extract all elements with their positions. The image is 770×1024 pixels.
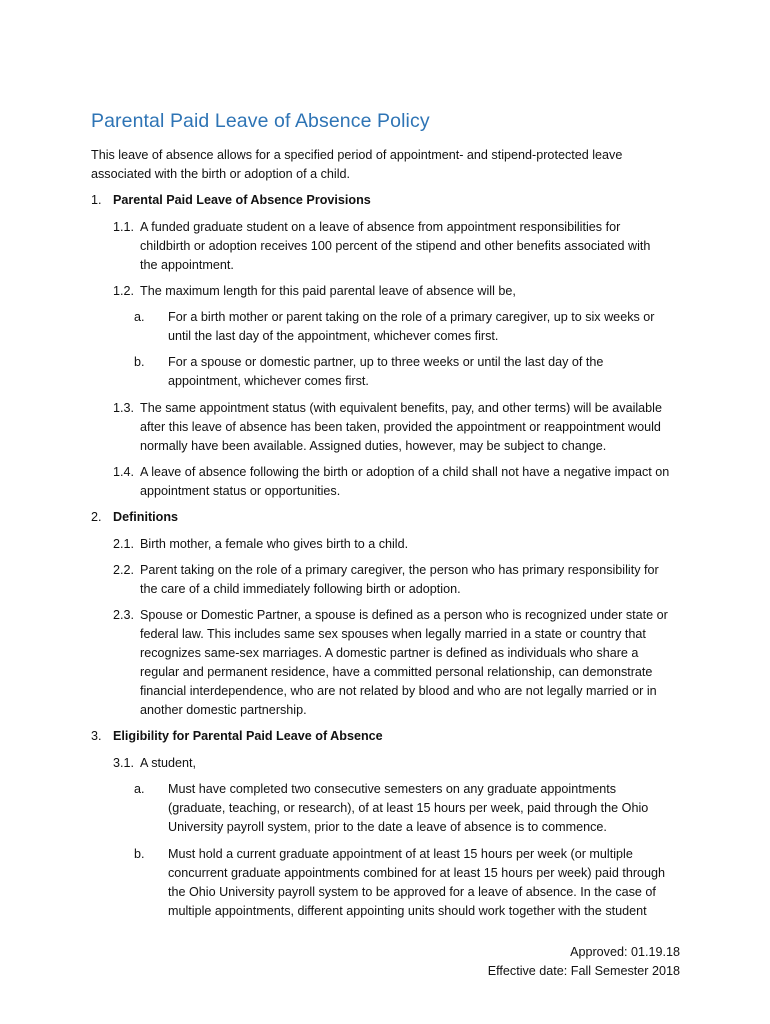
subitem-letter: a. <box>134 310 145 324</box>
item-number: 2.2. <box>113 563 135 577</box>
item-number: 1.4. <box>113 465 135 479</box>
item-line: A funded graduate student on a leave of absence from appointment responsibilities for <box>140 220 621 234</box>
approved-date: Approved: 01.19.18 <box>570 945 680 959</box>
item-line: Birth mother, a female who gives birth to a child. <box>140 537 409 551</box>
intro-line: This leave of absence allows for a specified period of appointment- and stipend-protected leave <box>91 148 623 162</box>
item-line: regular and permanent residence, have a committed personal relationship, can demonstrate <box>140 665 653 679</box>
subitem-letter: b. <box>134 847 145 861</box>
item-line: the appointment. <box>140 258 234 272</box>
item-line: The maximum length for this paid parental leave of absence will be, <box>140 284 516 298</box>
subitem-line: Must have completed two consecutive semesters on any graduate appointments <box>168 782 617 796</box>
section-heading: Eligibility for Parental Paid Leave of Absence <box>113 729 383 743</box>
effective-date: Effective date: Fall Semester 2018 <box>487 964 680 978</box>
item-line: childbirth or adoption receives 100 percent of the stipend and other benefits associated with <box>140 239 651 253</box>
subitem-letter: b. <box>134 355 145 369</box>
subitem-line: multiple appointments, different appointing units should work together with the student <box>168 904 647 918</box>
section-heading: Definitions <box>113 510 179 524</box>
subitem-line: Must hold a current graduate appointment of at least 15 hours per week (or multiple <box>168 847 633 861</box>
section-heading: Parental Paid Leave of Absence Provisions <box>113 193 371 207</box>
item-line: federal law. This includes same sex spouses when legally married in a state or country that <box>140 627 646 641</box>
item-line: A student, <box>140 756 197 770</box>
item-number: 1.3. <box>113 401 135 415</box>
item-line: Spouse or Domestic Partner, a spouse is defined as a person who is recognized under state or <box>140 608 668 622</box>
subitem-line: (graduate, teaching, or research), of at least 15 hours per week, paid through the Ohio <box>168 801 649 815</box>
page-title: Parental Paid Leave of Absence Policy <box>91 110 430 132</box>
item-number: 1.1. <box>113 220 135 234</box>
subitem-line: the Ohio University payroll system to be approved for a leave of absence. In the case of <box>168 885 656 899</box>
subitem-line: For a birth mother or parent taking on the role of a primary caregiver, up to six weeks or <box>168 310 655 324</box>
subitem-letter: a. <box>134 782 145 796</box>
item-number: 1.2. <box>113 284 135 298</box>
subitem-line: concurrent graduate appointments combined for at least 15 hours per week) paid through <box>168 866 666 880</box>
item-line: another domestic partnership. <box>140 703 307 717</box>
section-number: 2. <box>91 510 102 524</box>
section-number: 1. <box>91 193 102 207</box>
item-line: appointment status or opportunities. <box>140 484 341 498</box>
subitem-line: University payroll system, prior to the date a leave of absence is to commence. <box>168 820 607 834</box>
item-number: 2.1. <box>113 537 135 551</box>
intro-line: associated with the birth or adoption of a child. <box>91 167 351 181</box>
item-number: 3.1. <box>113 756 135 770</box>
subitem-line: appointment, whichever comes first. <box>168 374 369 388</box>
item-line: the care of a child immediately following birth or adoption. <box>140 582 461 596</box>
item-line: Parent taking on the role of a primary caregiver, the person who has primary responsibility for <box>140 563 659 577</box>
item-line: financial interdependence, who are not related by blood and who are not legally married or in <box>140 684 657 698</box>
item-line: normally have been available. Assigned duties, however, may be subject to change. <box>140 439 607 453</box>
section-number: 3. <box>91 729 102 743</box>
item-line: The same appointment status (with equivalent benefits, pay, and other terms) will be available <box>140 401 662 415</box>
subitem-line: until the last day of the appointment, whichever comes first. <box>168 329 499 343</box>
subitem-line: For a spouse or domestic partner, up to three weeks or until the last day of the <box>168 355 604 369</box>
item-line: A leave of absence following the birth or adoption of a child shall not have a negative impact on <box>140 465 670 479</box>
item-line: after this leave of absence has been taken, provided the appointment or reappointment would <box>140 420 661 434</box>
item-number: 2.3. <box>113 608 135 622</box>
item-line: recognizes same-sex marriages. A domestic partner is defined as individuals who share a <box>140 646 639 660</box>
